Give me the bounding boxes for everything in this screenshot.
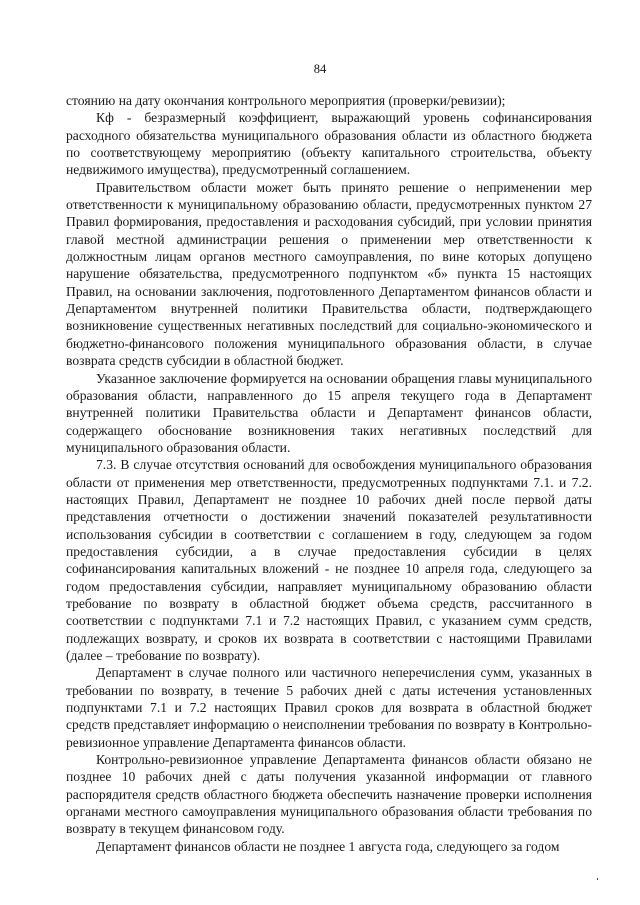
paragraph-continuation: стоянию на дату окончания контрольного мероприятия (проверки/ревизии); xyxy=(66,93,506,108)
paragraph-7-3: 7.3. В случае отсутствия оснований для освобождения муниципального образования области от применения мер ответственности, предусмотренных подпунктами 7.1. и 7.2. настоящих Правил, Департамент не позднее 10 рабочих дней после первой даты представления отчетности о достижении значений показателей результативности использования субсидии в соответствии с соглашением в году, следующем за годом предоставления субсидии, а в случае предоставления субсидии в целях софинансирования капитальных вложений - не позднее 10 апреля года, следующего за годом предоставления субсидии, направляет муниципальному образованию области требование по возврату в областной бюджет объема средств, рассчитанного в соответствии с подпунктами 7.1 и 7.2 настоящих Правил, с указанием сумм средств, подлежащих возврату, и сроков их возврата в соответствии с настоящими Правилами (далее – требование по возврату). xyxy=(66,457,592,663)
paragraph-coefficient-kf: Кф - безразмерный коэффициент, выражающий уровень софинансирования расходного обязательства муниципального образования области из областного бюджета по соответствующему мероприятию (объекту капитального строительства, объекту недвижимого имущества), предусмотренный соглашением. xyxy=(66,110,592,178)
document-body xyxy=(66,92,592,855)
paragraph-non-transfer: Департамент в случае полного или частичного неперечисления сумм, указанных в требовании по возврату, в течение 5 рабочих дней с даты истечения установленных подпунктами 7.1 и 7.2 настоящих Правил сроков для возврата в областной бюджет средств представляет информацию о неисполнении требования по возврату в Контрольно-ревизионное управление Департамента финансов области. xyxy=(66,665,592,750)
scan-speck xyxy=(597,878,598,880)
paragraph-conclusion-formation: Указанное заключение формируется на основании обращения главы муниципального образования области, направленного до 15 апреля текущего года в Департамент внутренней политики Правительства области и Департамент финансов области, содержащего обоснование возникновения таких негативных последствий для муниципального образования области. xyxy=(66,370,592,455)
paragraph-control-audit: Контрольно-ревизионное управление Департамента финансов области обязано не позднее 10 рабочих дней с даты получения указанной информации от главного распорядителя средств областного бюджета обеспечить назначение проверки исполнения органами местного самоуправления муниципального образования области требования по возврату в текущем финансовом году. xyxy=(66,752,592,837)
page-number: 84 xyxy=(313,62,327,76)
paragraph-government-decision: Правительством области может быть принято решение о неприменении мер ответственности к муниципальному образованию области, предусмотренных пунктом 27 Правил формирования, предоставления и расходования субсидий, при условии принятия главой местной администрации решения о применении мер ответственности к должностным лицам органов местного самоуправления, по вине которых допущено нарушение обязательства, предусмотренного подпунктом «б» пункта 15 настоящих Правил, на основании заключения, подготовленного Департаментом финансов области и Департаментом внутренней политики Правительства области, подтверждающего возникновение существенных негативных последствий для социально-экономического и бюджетно-финансового положения муниципального образования области, в случае возврата средств субсидии в областной бюджет. xyxy=(66,179,592,369)
paragraph-finance-department: Департамент финансов области не позднее 1 августа года, следующего за годом xyxy=(96,838,560,854)
